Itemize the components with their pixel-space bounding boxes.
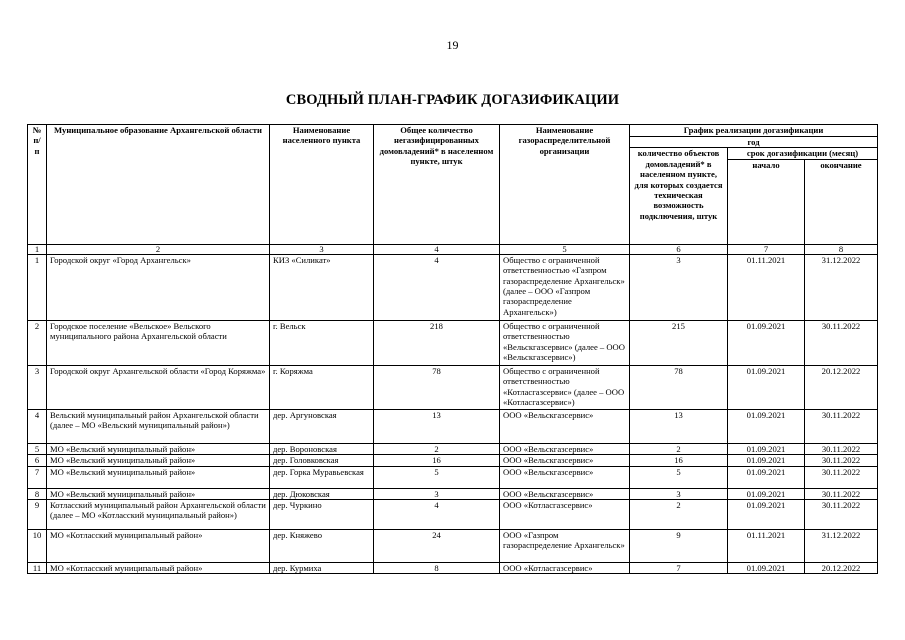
total-households-cell: 5 — [374, 466, 500, 488]
locality-cell: г. Вельск — [270, 320, 374, 365]
header-start: начало — [728, 159, 805, 244]
start-date-cell: 01.09.2021 — [728, 320, 805, 365]
header-schedule: График реализации догазификации — [630, 125, 878, 137]
page-number: 19 — [446, 38, 459, 52]
document-title: СВОДНЫЙ ПЛАН-ГРАФИК ДОГАЗИФИКАЦИИ — [285, 92, 620, 108]
plan-schedule-table — [27, 124, 878, 574]
organization-cell: ООО «Вельскгазсервис» — [500, 488, 630, 499]
total-households-cell: 4 — [374, 500, 500, 530]
row-number: 4 — [28, 409, 47, 443]
locality-cell: дер. Вороновская — [270, 443, 374, 454]
locality-cell: дер. Аргуновская — [270, 409, 374, 443]
row-number: 7 — [28, 466, 47, 488]
table-row — [28, 488, 878, 499]
row-number: 3 — [28, 365, 47, 409]
end-date-cell: 30.11.2022 — [805, 500, 878, 530]
row-number: 2 — [28, 320, 47, 365]
table-row — [28, 563, 878, 574]
locality-cell: КИЗ «Силикат» — [270, 254, 374, 320]
column-number: 4 — [374, 244, 500, 254]
total-households-cell: 8 — [374, 563, 500, 574]
municipality-cell: МО «Котласский муниципальный район» — [47, 530, 270, 563]
row-number: 9 — [28, 500, 47, 530]
objects-count-cell: 9 — [630, 530, 728, 563]
column-number: 6 — [630, 244, 728, 254]
end-date-cell: 30.11.2022 — [805, 466, 878, 488]
header-num: № п/п — [28, 125, 47, 245]
total-households-cell: 78 — [374, 365, 500, 409]
column-number-row — [28, 244, 878, 254]
start-date-cell: 01.09.2021 — [728, 563, 805, 574]
objects-count-cell: 3 — [630, 488, 728, 499]
objects-count-cell: 2 — [630, 443, 728, 454]
organization-cell: ООО «Вельскгазсервис» — [500, 455, 630, 466]
start-date-cell: 01.09.2021 — [728, 500, 805, 530]
organization-cell: ООО «Котласгазсервис» — [500, 563, 630, 574]
locality-cell: дер. Дюковская — [270, 488, 374, 499]
row-number: 11 — [28, 563, 47, 574]
header-locality: Наименование населенного пункта — [270, 125, 374, 245]
table-row — [28, 320, 878, 365]
header-term: срок догазификации (месяц) — [728, 148, 878, 159]
start-date-cell: 01.11.2021 — [728, 530, 805, 563]
end-date-cell: 30.11.2022 — [805, 488, 878, 499]
locality-cell: г. Коряжма — [270, 365, 374, 409]
end-date-cell: 30.11.2022 — [805, 409, 878, 443]
column-number: 5 — [500, 244, 630, 254]
municipality-cell: Городское поселение «Вельское» Вельского муниципального района Архангельской области — [47, 320, 270, 365]
organization-cell: ООО «Вельскгазсервис» — [500, 466, 630, 488]
organization-cell: ООО «Вельскгазсервис» — [500, 409, 630, 443]
header-objects: количество объектов домовладений* в населенном пункте, для которых создается техническая возможность подключения, штук — [630, 148, 728, 244]
organization-cell: ООО «Вельскгазсервис» — [500, 443, 630, 454]
end-date-cell: 20.12.2022 — [805, 365, 878, 409]
table-row — [28, 466, 878, 488]
header-org: Наименование газораспределительной организации — [500, 125, 630, 245]
table-row — [28, 500, 878, 530]
locality-cell: дер. Головковская — [270, 455, 374, 466]
organization-cell: ООО «Котласгазсервис» — [500, 500, 630, 530]
end-date-cell: 30.11.2022 — [805, 443, 878, 454]
table-row — [28, 443, 878, 454]
locality-cell: дер. Курмиха — [270, 563, 374, 574]
start-date-cell: 01.09.2021 — [728, 409, 805, 443]
total-households-cell: 24 — [374, 530, 500, 563]
objects-count-cell: 13 — [630, 409, 728, 443]
table-row — [28, 455, 878, 466]
row-number: 6 — [28, 455, 47, 466]
municipality-cell: МО «Вельский муниципальный район» — [47, 455, 270, 466]
start-date-cell: 01.09.2021 — [728, 365, 805, 409]
objects-count-cell: 78 — [630, 365, 728, 409]
total-households-cell: 218 — [374, 320, 500, 365]
municipality-cell: Городской округ «Город Архангельск» — [47, 254, 270, 320]
municipality-cell: Городской округ Архангельской области «Город Коряжма» — [47, 365, 270, 409]
column-number: 7 — [728, 244, 805, 254]
municipality-cell: МО «Вельский муниципальный район» — [47, 466, 270, 488]
table-row — [28, 254, 878, 320]
total-households-cell: 3 — [374, 488, 500, 499]
municipality-cell: МО «Вельский муниципальный район» — [47, 488, 270, 499]
total-households-cell: 13 — [374, 409, 500, 443]
organization-cell: ООО «Газпром газораспределение Архангельск» — [500, 530, 630, 563]
column-number: 8 — [805, 244, 878, 254]
header-end: окончание — [805, 159, 878, 244]
column-number: 3 — [270, 244, 374, 254]
locality-cell: дер. Чуркино — [270, 500, 374, 530]
objects-count-cell: 2 — [630, 500, 728, 530]
locality-cell: дер. Княжево — [270, 530, 374, 563]
locality-cell: дер. Горка Муравьевская — [270, 466, 374, 488]
objects-count-cell: 3 — [630, 254, 728, 320]
column-number: 2 — [47, 244, 270, 254]
organization-cell: Общество с ограниченной ответственностью «Газпром газораспределение Архангельск» (далее – ООО «Газпром газораспределение Архангельск») — [500, 254, 630, 320]
total-households-cell: 4 — [374, 254, 500, 320]
row-number: 8 — [28, 488, 47, 499]
start-date-cell: 01.09.2021 — [728, 443, 805, 454]
objects-count-cell: 215 — [630, 320, 728, 365]
objects-count-cell: 7 — [630, 563, 728, 574]
start-date-cell: 01.09.2021 — [728, 488, 805, 499]
municipality-cell: МО «Вельский муниципальный район» — [47, 443, 270, 454]
table-row — [28, 530, 878, 563]
start-date-cell: 01.09.2021 — [728, 466, 805, 488]
total-households-cell: 16 — [374, 455, 500, 466]
total-households-cell: 2 — [374, 443, 500, 454]
organization-cell: Общество с ограниченной ответственностью «Вельскгазсервис» (далее – ООО «Вельскгазсервис») — [500, 320, 630, 365]
end-date-cell: 30.11.2022 — [805, 455, 878, 466]
header-municipality: Муниципальное образование Архангельской области — [47, 125, 270, 245]
row-number: 1 — [28, 254, 47, 320]
end-date-cell: 31.12.2022 — [805, 530, 878, 563]
municipality-cell: МО «Котласский муниципальный район» — [47, 563, 270, 574]
table-row — [28, 365, 878, 409]
start-date-cell: 01.11.2021 — [728, 254, 805, 320]
municipality-cell: Вельский муниципальный район Архангельской области (далее – МО «Вельский муниципальный район») — [47, 409, 270, 443]
row-number: 5 — [28, 443, 47, 454]
header-total: Общее количество негазифицированных домовладений* в населенном пункте, штук — [374, 125, 500, 245]
end-date-cell: 30.11.2022 — [805, 320, 878, 365]
objects-count-cell: 5 — [630, 466, 728, 488]
end-date-cell: 20.12.2022 — [805, 563, 878, 574]
end-date-cell: 31.12.2022 — [805, 254, 878, 320]
start-date-cell: 01.09.2021 — [728, 455, 805, 466]
objects-count-cell: 16 — [630, 455, 728, 466]
header-year: год — [630, 137, 878, 148]
table-row — [28, 409, 878, 443]
row-number: 10 — [28, 530, 47, 563]
column-number: 1 — [28, 244, 47, 254]
municipality-cell: Котласский муниципальный район Архангельской области (далее – МО «Котласский муниципальный район») — [47, 500, 270, 530]
organization-cell: Общество с ограниченной ответственностью «Котласгазсервис» (далее – ООО «Котласгазсервис») — [500, 365, 630, 409]
